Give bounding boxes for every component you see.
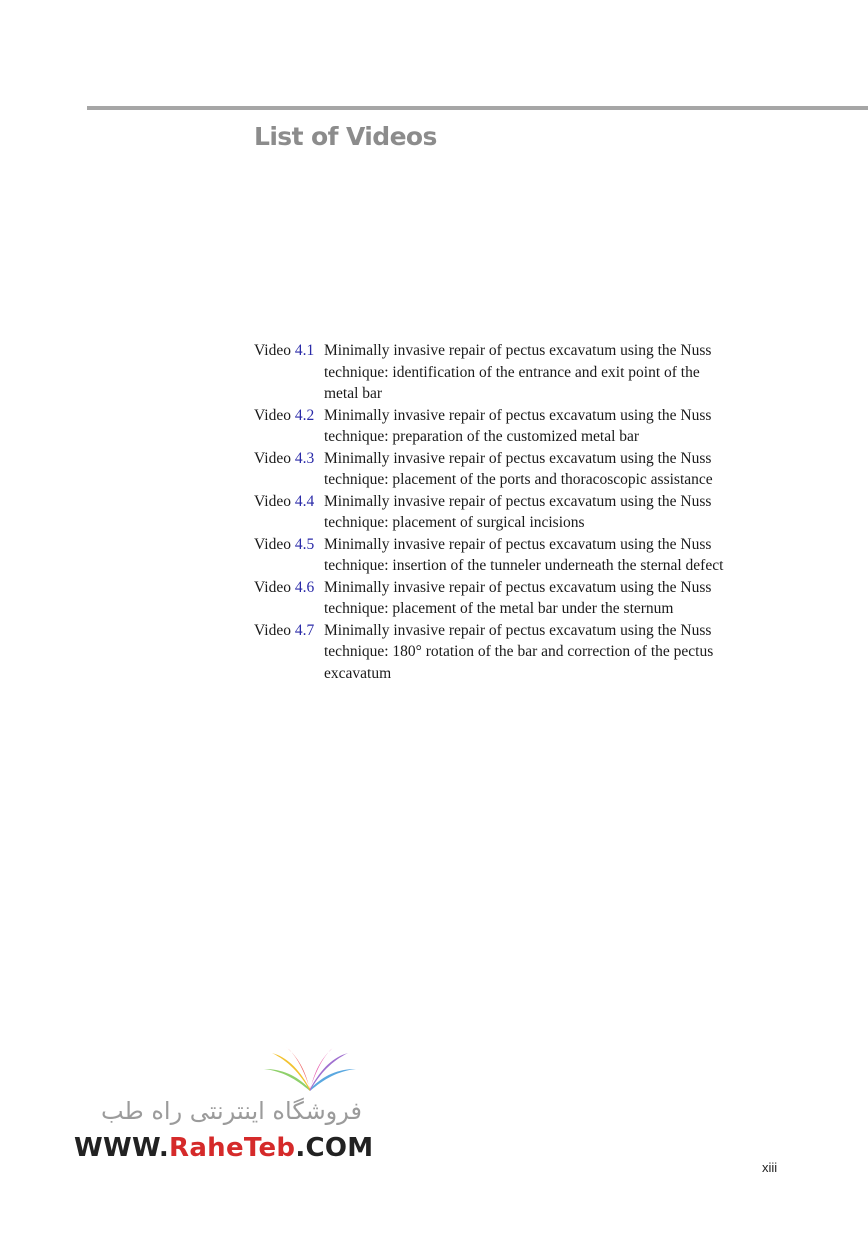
video-description xyxy=(324,340,814,405)
video-label xyxy=(254,577,324,620)
video-description-line: excavatum xyxy=(324,664,392,682)
video-description-line: technique: placement of the metal bar under the sternum xyxy=(324,600,674,617)
watermark-url xyxy=(74,1133,373,1163)
video-description-line: technique: 180° rotation of the bar and correction of the pectus xyxy=(324,643,714,660)
video-description-line: Minimally invasive repair of pectus excavatum using the Nuss xyxy=(324,449,712,467)
video-description-line: technique: preparation of the customized metal bar xyxy=(324,428,640,445)
video-list-item xyxy=(254,620,814,685)
video-description xyxy=(324,620,814,685)
video-label xyxy=(254,448,324,491)
video-description-line: Minimally invasive repair of pectus excavatum using the Nuss xyxy=(324,492,712,510)
open-book-icon xyxy=(260,1045,360,1093)
video-description-line: Minimally invasive repair of pectus excavatum using the Nuss xyxy=(324,535,712,553)
video-description xyxy=(324,534,814,577)
video-description-line: technique: placement of the ports and thoracoscopic assistance xyxy=(324,471,713,488)
url-suffix: .COM xyxy=(295,1133,374,1163)
video-description xyxy=(324,577,814,620)
video-list xyxy=(254,340,814,684)
video-description-line: Minimally invasive repair of pectus excavatum using the Nuss xyxy=(324,342,712,359)
video-number-link[interactable]: 4.2 xyxy=(294,406,315,424)
video-prefix: Video xyxy=(254,449,291,467)
video-number-link[interactable]: 4.6 xyxy=(294,578,315,596)
video-list-item xyxy=(254,534,814,577)
video-description-line: technique: identification of the entrance and exit point of the xyxy=(324,363,700,381)
video-number-link[interactable]: 4.3 xyxy=(294,449,315,467)
video-list-item xyxy=(254,491,814,534)
video-description-line: Minimally invasive repair of pectus excavatum using the Nuss xyxy=(324,406,712,424)
video-number-link[interactable]: 4.7 xyxy=(294,621,315,639)
video-label xyxy=(254,405,324,448)
url-brand: RaheTeb xyxy=(169,1133,296,1163)
header-rule xyxy=(87,106,868,110)
video-list-item xyxy=(254,448,814,491)
video-list-item xyxy=(254,577,814,620)
video-label xyxy=(254,534,324,577)
video-description-line: technique: placement of surgical incisions xyxy=(324,514,585,531)
video-prefix: Video xyxy=(254,406,291,424)
video-prefix: Video xyxy=(254,535,291,553)
video-description xyxy=(324,405,814,448)
video-number-link[interactable]: 4.1 xyxy=(294,342,315,359)
video-prefix: Video xyxy=(254,578,291,596)
video-description-line: Minimally invasive repair of pectus excavatum using the Nuss xyxy=(324,621,712,639)
page-number: xiii xyxy=(762,1160,778,1175)
video-prefix: Video xyxy=(254,342,291,359)
video-label xyxy=(254,340,324,405)
video-label xyxy=(254,620,324,685)
watermark-logo xyxy=(70,1045,374,1175)
video-description xyxy=(324,448,814,491)
video-prefix: Video xyxy=(254,492,291,510)
video-prefix: Video xyxy=(254,621,291,639)
url-prefix: WWW. xyxy=(74,1133,169,1163)
video-label xyxy=(254,491,324,534)
video-number-link[interactable]: 4.5 xyxy=(294,535,315,553)
page-title: List of Videos xyxy=(254,122,437,151)
watermark-persian-text: فروشگاه اینترنتی راه طب xyxy=(101,1097,362,1125)
video-list-item xyxy=(254,340,814,405)
video-description-line: metal bar xyxy=(324,385,383,402)
video-number-link[interactable]: 4.4 xyxy=(294,492,315,510)
video-description-line: technique: insertion of the tunneler underneath the sternal defect xyxy=(324,557,724,574)
video-description-line: Minimally invasive repair of pectus excavatum using the Nuss xyxy=(324,578,712,596)
video-list-item xyxy=(254,405,814,448)
video-description xyxy=(324,491,814,534)
